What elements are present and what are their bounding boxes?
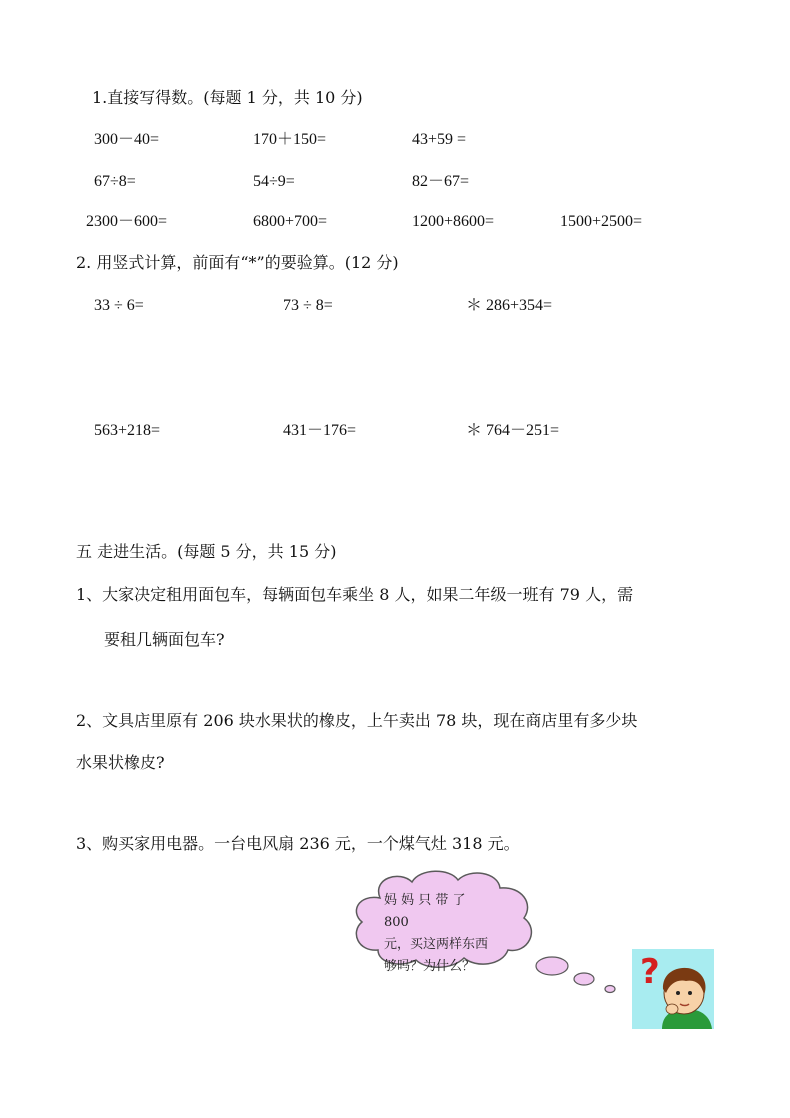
problem-1-5: 54÷9=: [253, 173, 295, 190]
problem-1-7: 2300－600=: [86, 213, 168, 230]
word-problem-3: 3、购买家用电器。一台电风扇 236 元，一个煤气灶 318 元。: [76, 834, 520, 853]
bubble-text: [384, 890, 494, 978]
vertical-calc-6: ＊ 764－251=: [466, 422, 560, 439]
bubble-line-3: 够吗？为什么？: [384, 959, 476, 974]
question-mark-icon: ?: [640, 952, 660, 992]
section1-title: 1.直接写得数。(每题 1 分，共 10 分): [92, 88, 363, 107]
word-problem-2-line2: 水果状橡皮?: [76, 753, 165, 772]
problem-1-3: 43+59 =: [412, 131, 467, 148]
bubble-line-1: 妈 妈 只 带 了 800: [384, 893, 466, 930]
section2-title: 2. 用竖式计算，前面有“*”的要验算。(12 分): [76, 253, 399, 272]
vertical-calc-5: 431－176=: [283, 422, 357, 439]
vertical-calc-1: 33 ÷ 6=: [94, 297, 144, 314]
problem-1-1: 300－40=: [94, 131, 160, 148]
problem-1-6: 82－67=: [412, 173, 470, 190]
bubble-line-2: 元，买这两样东西: [384, 937, 489, 952]
vertical-calc-2: 73 ÷ 8=: [283, 297, 333, 314]
thinking-boy-illustration: [632, 949, 714, 1029]
problem-1-8: 6800+700=: [253, 213, 328, 230]
vertical-calc-4: 563+218=: [94, 422, 161, 439]
word-problem-1-line1: 1、大家决定租用面包车，每辆面包车乘坐 8 人，如果二年级一班有 79 人，需: [76, 585, 634, 604]
thought-trail-dots: [530, 954, 630, 999]
problem-1-2: 170＋150=: [253, 131, 327, 148]
problem-1-10: 1500+2500=: [560, 213, 643, 230]
vertical-calc-3: ＊ 286+354=: [466, 297, 553, 314]
word-problem-2-line1: 2、文具店里原有 206 块水果状的橡皮，上午卖出 78 块，现在商店里有多少块: [76, 711, 638, 730]
problem-1-9: 1200+8600=: [412, 213, 495, 230]
problem-1-4: 67÷8=: [94, 173, 136, 190]
section5-title: 五 走进生活。(每题 5 分，共 15 分): [76, 542, 337, 561]
word-problem-1-line2: 要租几辆面包车?: [104, 630, 225, 649]
